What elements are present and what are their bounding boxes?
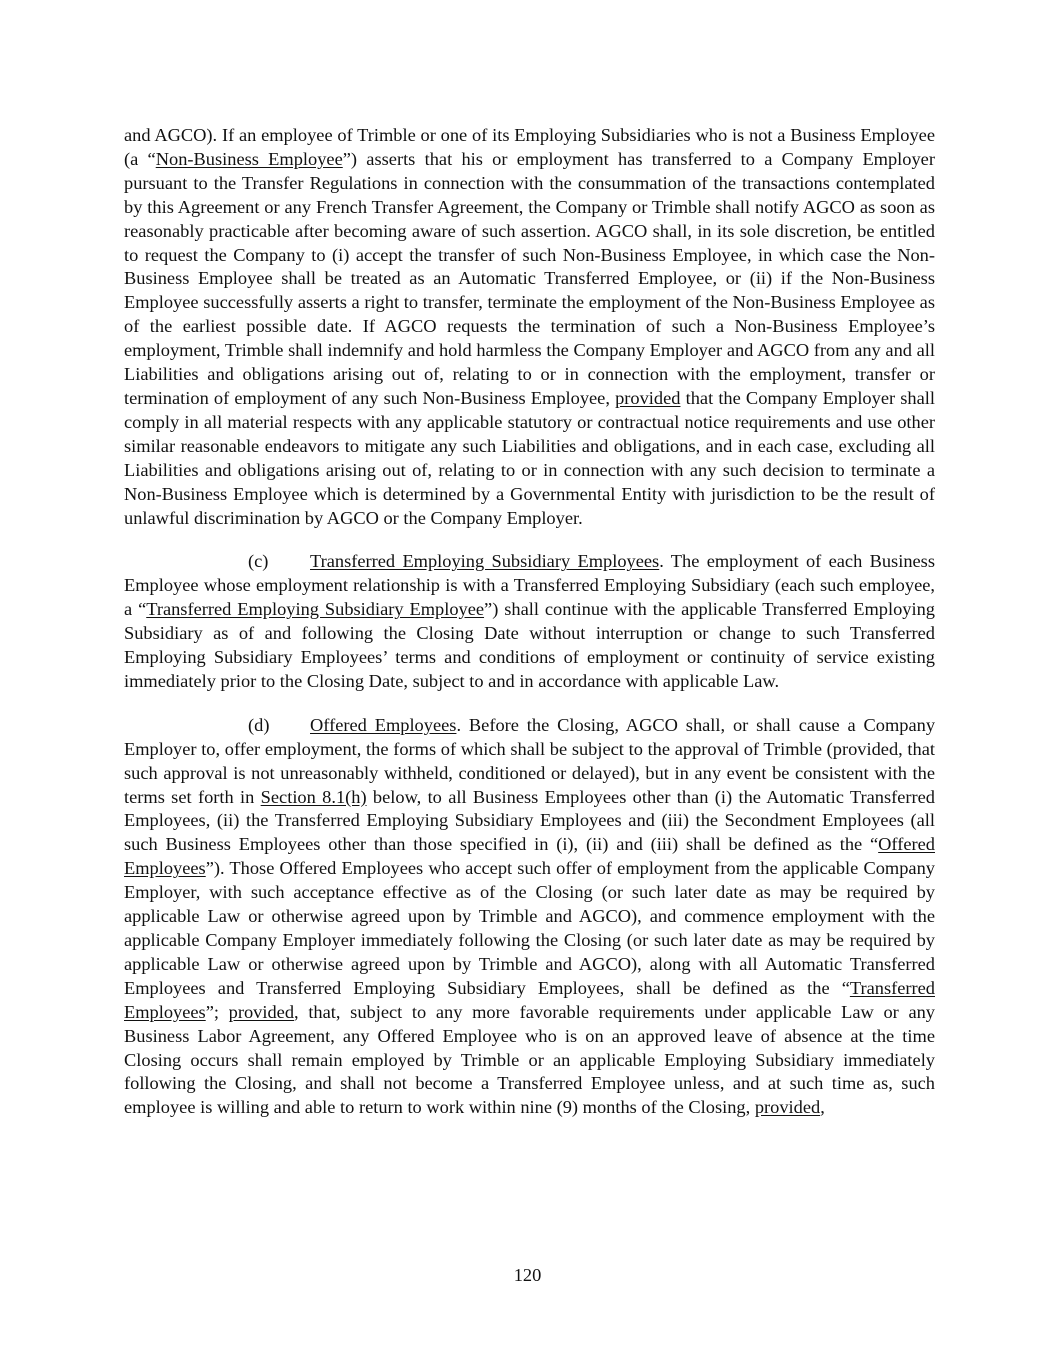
section-marker: (c): [248, 551, 269, 572]
defined-term: provided: [754, 1097, 821, 1118]
defined-term: Offered Employees: [124, 834, 935, 879]
paragraph-d: (d) Offered Employees. Before the Closing, AGCO shall, or shall cause a Company Employer to, offer employment, the forms of which shall be subject to the approval of Trimble (provided, that such approval is not unreasonably withheld, conditioned or delayed), but in any event be consistent with the terms set forth in Section 8.1(h) below, to all Business Employees other than (i) the Automatic Transferred Employees, (ii) the Transferred Employing Subsidiary Employees and (iii) the Secondment Employees (all such Business Employees other than those specified in (i), (ii) and (iii) shall be defined as the “Offered Employees”). Those Offered Employees who accept such offer of employment from the applicable Company Employer, with such acceptance effective as of the Closing (or such later date as may be required by applicable Law or otherwise agreed upon by Trimble and AGCO), and commence employment with the applicable Company Employer immediately following the Closing (or such later date as may be required by applicable Law or otherwise agreed upon by Trimble and AGCO), along with all Automatic Transferred Employees and Transferred Employing Subsidiary Employees, shall be defined as the “Transferred Employees”; provided, that, subject to any more favorable requirements under applicable Law or any Business Labor Agreement, any Offered Employee who is on an approved leave of absence at the time Closing occurs shall remain employed by Trimble or an applicable Employing Subsidiary immediately following the Closing, and shall not become a Transferred Employee unless, and at such time as, such employee is willing and able to return to work within nine (9) months of the Closing, provided,: [124, 714, 936, 1118]
defined-term: Non-Business Employee: [155, 148, 343, 169]
section-heading: Transferred Employing Subsidiary Employees: [310, 551, 660, 572]
section-heading: Offered Employees: [310, 714, 457, 735]
defined-term: Transferred Employing Subsidiary Employee: [146, 599, 485, 620]
section-marker: (d): [248, 714, 270, 735]
defined-term: provided: [228, 1001, 295, 1022]
cross-reference: Section 8.1(h): [260, 786, 367, 807]
paragraph-c: (c) Transferred Employing Subsidiary Employees. The employment of each Business Employee whose employment relationship is with a Transferred Employing Subsidiary (each such employee, a “Transferred Employing Subsidiary Employee”) shall continue with the applicable Transferred Employing Subsidiary as of and following the Closing Date without interruption or change to such Transferred Employing Subsidiary Employees’ terms and conditions of employment or continuity of service existing immediately prior to the Closing Date, subject to and in accordance with applicable Law.: [124, 551, 935, 691]
paragraph-b-continued: and AGCO). If an employee of Trimble or one of its Employing Subsidiaries who is not a Business Employee (a “Non-Business Employee”) asserts that his or employment has transferred to a Company Employer pursuant to the Transfer Regulations in connection with the consummation of the transactions contemplated by this Agreement or any French Transfer Agreement, the Company or Trimble shall notify AGCO as soon as reasonably practicable after becoming aware of such assertion. AGCO shall, in its sole discretion, be entitled to request the Company to (i) accept the transfer of such Non-Business Employee, in which case the Non-Business Employee shall be treated as an Automatic Transferred Employee, or (ii) if the Non-Business Employee successfully asserts a right to transfer, terminate the employment of the Non-Business Employee as of the earliest possible date. If AGCO requests the termination of such a Non-Business Employee’s employment, Trimble shall indemnify and hold harmless the Company Employer and AGCO from any and all Liabilities and obligations arising out of, relating to or in connection with the employment, transfer or termination of employment of any such Non-Business Employee, provided that the Company Employer shall comply in all material respects with any applicable statutory or contractual notice requirements and use other similar reasonable endeavors to mitigate any such Liabilities and obligations, and in each case, excluding all Liabilities and obligations arising out of, relating to or in connection with any such decision to terminate a Non-Business Employee which is determined by a Governmental Entity with jurisdiction to be the result of unlawful discrimination by AGCO or the Company Employer.: [124, 125, 935, 528]
document-page: [124, 124, 935, 1120]
defined-term: Transferred Employees: [124, 977, 935, 1022]
page-number: 120: [513, 1265, 542, 1285]
defined-term: provided: [615, 387, 681, 408]
